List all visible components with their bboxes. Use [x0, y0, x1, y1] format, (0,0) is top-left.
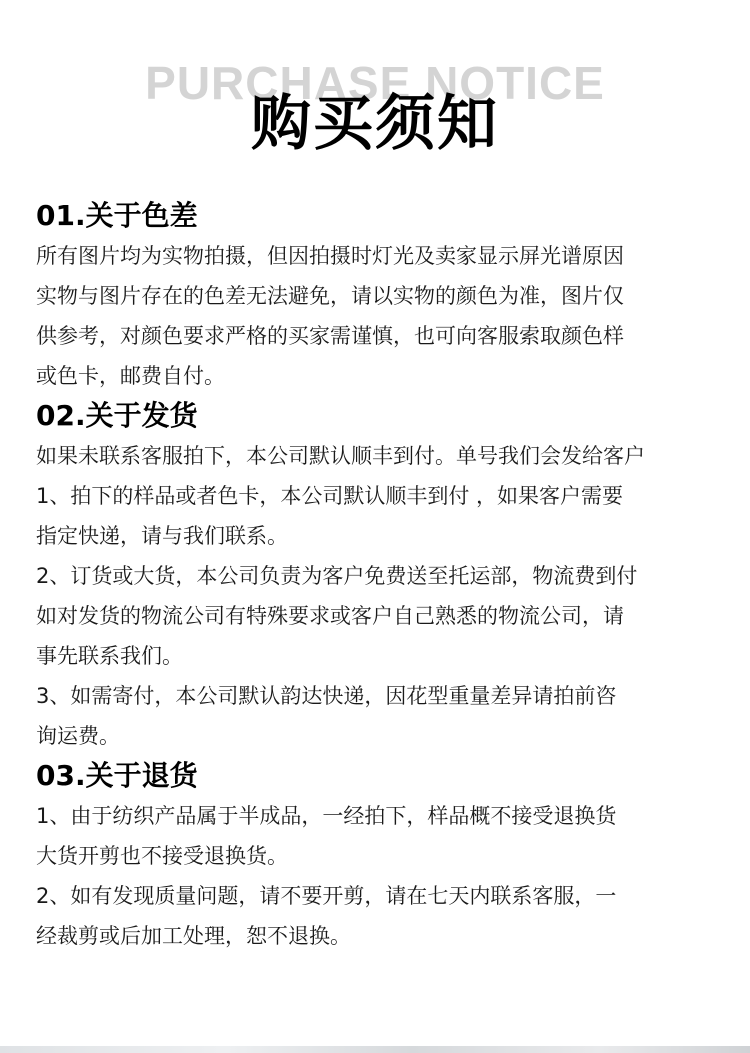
text-line: 实物与图片存在的色差无法避免，请以实物的颜色为准，图片仅: [36, 284, 624, 308]
text-line: 大货开剪也不接受退换货。: [36, 844, 288, 868]
notice-content: [36, 196, 716, 956]
text-line: 1、由于纺织产品属于半成品，一经拍下，样品概不接受退换货: [36, 804, 617, 828]
page-title: 购买须知: [251, 89, 499, 159]
page-header: [0, 52, 750, 162]
section-title: 01.关于色差: [36, 199, 198, 232]
section-shipping: [36, 396, 716, 756]
section-title: 02.关于发货: [36, 399, 198, 432]
text-line: 询运费。: [36, 724, 120, 748]
watermark-text: PURCHASE NOTICE: [145, 57, 605, 109]
section-returns: [36, 756, 716, 956]
text-line: 事先联系我们。: [36, 644, 183, 668]
text-line: 供参考，对颜色要求严格的买家需谨慎，也可向客服索取颜色样: [36, 324, 624, 348]
text-line: 如果未联系客服拍下，本公司默认顺丰到付。单号我们会发给客户: [36, 444, 645, 468]
section-title: 03.关于退货: [36, 759, 198, 792]
text-line: 2、订货或大货，本公司负责为客户免费送至托运部，物流费到付: [36, 564, 638, 588]
text-line: 如对发货的物流公司有特殊要求或客户自己熟悉的物流公司，请: [36, 604, 624, 628]
text-line: 经裁剪或后加工处理，恕不退换。: [36, 924, 351, 948]
text-line: 所有图片均为实物拍摄，但因拍摄时灯光及卖家显示屏光谱原因: [36, 244, 624, 268]
text-line: 2、如有发现质量问题，请不要开剪，请在七天内联系客服，一: [36, 884, 617, 908]
text-line: 或色卡，邮费自付。: [36, 364, 225, 388]
section-color-difference: [36, 196, 716, 396]
text-line: 1、拍下的样品或者色卡，本公司默认顺丰到付 ，如果客户需要: [36, 484, 624, 508]
bottom-strip: [0, 1046, 750, 1053]
text-line: 3、如需寄付，本公司默认韵达快递，因花型重量差异请拍前咨: [36, 684, 617, 708]
text-line: 指定快递，请与我们联系。: [36, 524, 288, 548]
